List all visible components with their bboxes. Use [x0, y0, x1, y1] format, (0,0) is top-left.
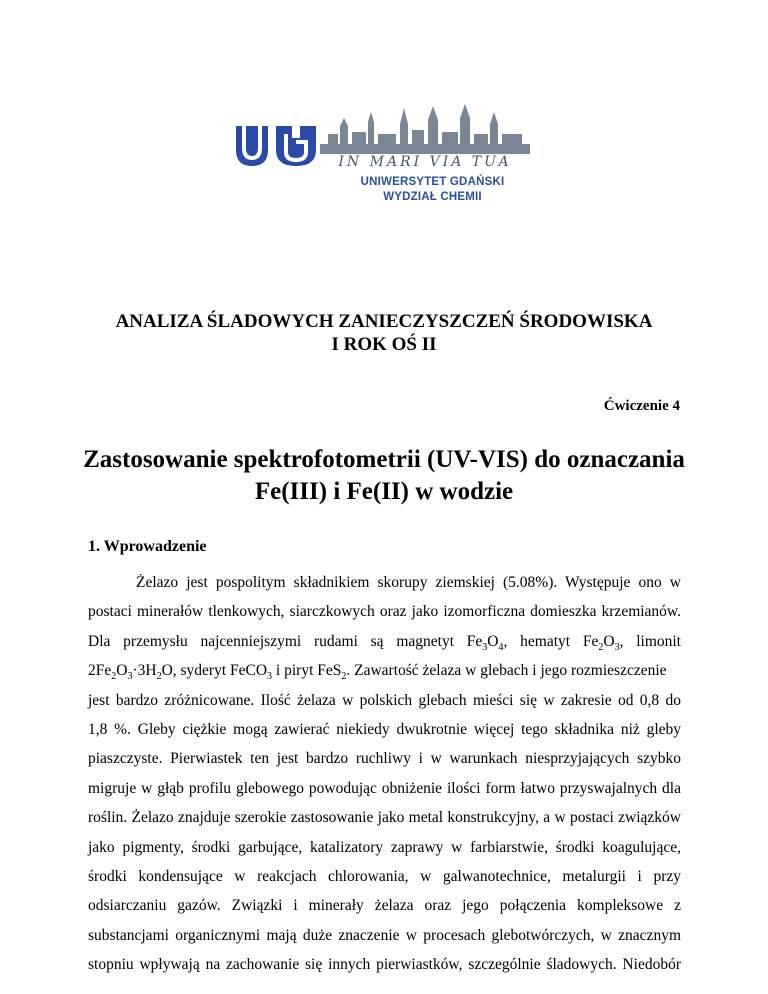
- paragraph-line: jest bardzo zróżnicowane. Ilość żelaza w polskich glebach mieści się w zakresie od 0,8 do: [88, 691, 681, 709]
- paragraph-line: środki kondensujące w reakcjach chlorowania, w galwanotechnice, metalurgii i przy: [88, 867, 681, 885]
- course-title-line-2: I ROK OŚ II: [331, 334, 437, 355]
- university-emblem: [234, 124, 318, 168]
- paragraph-line: roślin. Żelazo znajduje szerokie zastosowanie jako metal konstrukcyjny, a w postaci związków: [88, 809, 681, 827]
- paragraph-line: migruje w głąb profilu glebowego powodując obniżenie ilości form łatwo przyswajalnych dla: [88, 779, 681, 797]
- university-motto: IN MARI VIA TUA: [338, 154, 512, 170]
- university-header: [345, 175, 520, 205]
- paragraph-line: $2Fe_2O_3\cdot 3H_2O$, syderyt FeCO$_3$ i piryt FeS$_2$. Zawartość żelaza w glebach i jego rozmieszczenie: [88, 662, 667, 683]
- document-title-line-1: Zastosowanie spektrofotometrii (UV-VIS) do oznaczania: [83, 446, 685, 473]
- course-title: [60, 310, 708, 356]
- paragraph-line: Żelazo jest pospolitym składnikiem skorupy ziemskiej (5.08%). Występuje ono w: [136, 574, 681, 591]
- paragraph-line: jako pigmenty, środki garbujące, katalizatory zaprawy w farbiarstwie, środki koagulujące,: [88, 838, 681, 856]
- faculty-name: WYDZIAŁ CHEMII: [383, 191, 482, 203]
- paragraph-line: piaszczyste. Pierwiastek ten jest bardzo ruchliwy i w warunkach niesprzyjających szybko: [88, 750, 681, 768]
- document-title: [60, 444, 708, 508]
- paragraph-line: 1,8 %. Gleby ciężkie mogą zawierać niekiedy dwukrotnie więcej tego składnika niż gleby: [88, 720, 681, 738]
- paragraph-line: odsiarczaniu gazów. Związki i minerały żelaza oraz jego połączenia kompleksowe z: [88, 897, 681, 915]
- section-heading: 1. Wprowadzenie: [88, 538, 207, 555]
- paragraph-line: stopniu wpływają na zachowanie się innych pierwiastków, szczególnie śladowych. Niedobór: [88, 956, 681, 974]
- exercise-number: Ćwiczenie 4: [603, 398, 680, 414]
- document-title-line-2: Fe(III) i Fe(II) w wodzie: [254, 478, 514, 505]
- university-name: UNIWERSYTET GDAŃSKI: [360, 176, 505, 188]
- paragraph-line: Dla przemysłu najcenniejszymi rudami są magnetyt $Fe_3O_4$, hematyt $Fe_2O_3$, limonit: [88, 632, 681, 653]
- intro-paragraph: [88, 568, 681, 979]
- course-title-line-1: ANALIZA ŚLADOWYCH ZANIECZYSZCZEŃ ŚRODOWISKA: [115, 311, 653, 332]
- paragraph-line: substancjami organicznymi mają duże znaczenie w procesach glebotwórczych, w znacznym: [88, 926, 681, 944]
- paragraph-line: postaci minerałów tlenkowych, siarczkowych oraz jako izomorficzna domieszka krzemianów.: [88, 603, 681, 621]
